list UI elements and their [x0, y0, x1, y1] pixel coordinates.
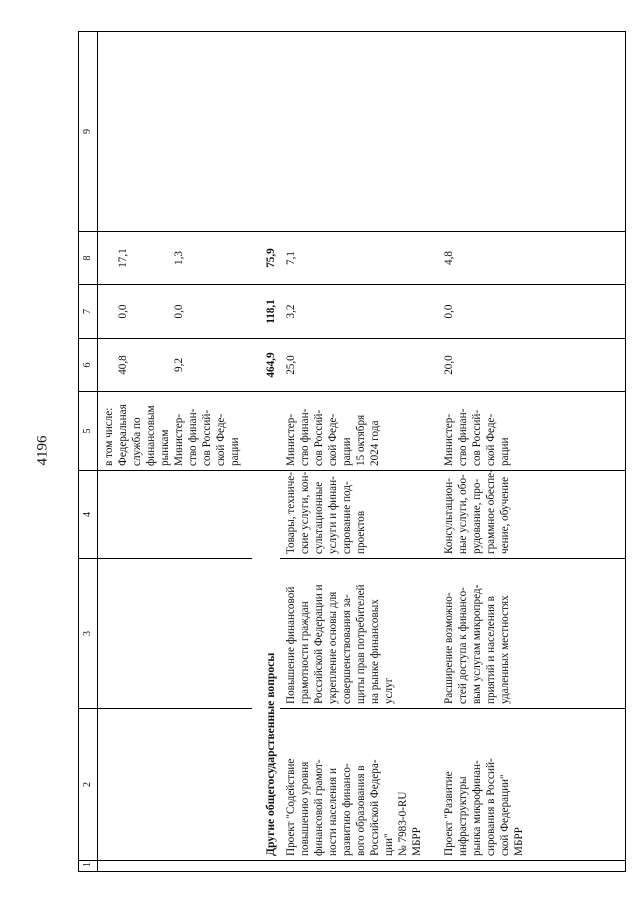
text-line: сов Россий-	[471, 409, 483, 466]
text-line: Расширение возможно-	[443, 592, 455, 704]
text-line: Российской Федерации и	[313, 584, 325, 704]
section-title-cell	[252, 471, 280, 861]
section-total-col7: 118,1	[252, 285, 280, 339]
text-line: удаленных местностях	[499, 595, 511, 704]
cell-col7	[98, 285, 253, 339]
text-line: инфраструктуры	[457, 776, 469, 856]
text-line: финансовым	[145, 405, 157, 466]
text-line: Министер-	[173, 413, 185, 466]
project-name-cell	[438, 709, 626, 861]
text-line: ской Феде-	[485, 413, 497, 466]
text-line: МБРР	[513, 827, 525, 856]
cell-col4	[98, 471, 253, 559]
text-line: вого образования в	[355, 765, 367, 856]
text-line: услуги и финан-	[327, 476, 339, 554]
column-number-row	[79, 32, 98, 872]
text-line: ство финан-	[299, 408, 311, 466]
cell-col6	[98, 339, 253, 392]
text-line: рации	[341, 437, 353, 466]
text-line: ской Феде-	[327, 413, 339, 466]
text-line: ские услуги, кон-	[299, 471, 311, 554]
text-line: Проект "Развитие	[443, 771, 455, 856]
text-line: Повышение финансовой	[285, 586, 297, 704]
text-line: рации	[499, 437, 511, 466]
cell-executor-list	[98, 392, 253, 471]
cell-col1	[252, 861, 280, 872]
text-line: Товары, техниче-	[285, 472, 297, 554]
procurement-cell	[438, 471, 626, 559]
text-line: щиты прав потребителей	[355, 584, 367, 704]
value-col7: 3,2	[280, 285, 438, 339]
text-line: повышению уровня	[299, 761, 311, 856]
value-minfin-col6: 9,2	[173, 358, 185, 372]
text-line: 2024 года	[369, 420, 381, 466]
section-row	[252, 32, 280, 872]
value-minfin-col8: 1,3	[173, 251, 185, 265]
text-line: служба по	[131, 417, 143, 466]
col-number-4: 4	[79, 471, 98, 559]
cell-col2	[98, 709, 253, 861]
cell-col5	[252, 392, 280, 471]
text-line: Консультацион-	[443, 478, 455, 554]
col-number-7: 7	[79, 285, 98, 339]
text-line: совершенствования за-	[341, 594, 353, 704]
text-line: чение, обучение	[499, 476, 511, 554]
text-line: стей доступа к финансо-	[457, 587, 469, 704]
value-col6: 20,0	[438, 339, 626, 392]
table-row	[98, 32, 253, 872]
cell-col3	[98, 559, 253, 709]
col-number-3: 3	[79, 559, 98, 709]
col-number-8: 8	[79, 232, 98, 285]
text-line: ство финан-	[457, 408, 469, 466]
text-line: Министер-	[443, 413, 455, 466]
cell-col9	[252, 32, 280, 232]
cell-col1	[98, 861, 253, 872]
text-line: ство финан-	[187, 408, 199, 466]
executor-cell	[280, 392, 438, 471]
text-line: ности населения и	[327, 768, 339, 856]
col-number-1: 1	[79, 861, 98, 872]
cell-col9	[98, 32, 253, 232]
col-number-6: 6	[79, 339, 98, 392]
cell-col8	[98, 232, 253, 285]
section-total-col8: 75,9	[252, 232, 280, 285]
text-line: приятий и населения в	[485, 596, 497, 704]
text-line: сирование под-	[341, 481, 353, 554]
text-line: проектов	[355, 510, 367, 554]
table-row	[438, 32, 626, 872]
cell-col1	[438, 861, 626, 872]
text-line: рации	[229, 437, 241, 466]
executor-cell	[438, 392, 626, 471]
value-fsfr-col6: 40,8	[117, 355, 129, 375]
text-line: рудование, про-	[471, 478, 483, 554]
text-line: 15 октября	[355, 414, 367, 466]
col-number-2: 2	[79, 709, 98, 861]
text-line: укрепление основы для	[327, 591, 339, 704]
text-line: грамотности граждан	[299, 601, 311, 704]
procurement-cell	[280, 471, 438, 559]
page-number: 4196	[34, 435, 51, 466]
text-line: услуг	[383, 677, 395, 704]
col-number-5: 5	[79, 392, 98, 471]
project-goal-cell	[280, 559, 438, 709]
text-line: ные услуги, обо-	[457, 474, 469, 554]
text-line: МБРР	[411, 827, 423, 856]
text-line: граммное обеспе-	[485, 469, 497, 554]
table-row	[280, 32, 438, 872]
text-line: Проект "Содействие	[285, 758, 297, 856]
text-line: ции"	[383, 833, 395, 856]
text-line: сультационные	[313, 481, 325, 554]
text-line: сов Россий-	[201, 409, 213, 466]
cell-col9	[438, 32, 626, 232]
col-number-9: 9	[79, 32, 98, 232]
value-fsfr-col8: 17,1	[117, 248, 129, 268]
section-total-col6: 464,9	[252, 339, 280, 392]
text-line: развитию финансо-	[341, 763, 353, 856]
text-line: рынкам	[159, 429, 171, 466]
value-minfin-col7: 0,0	[173, 304, 185, 319]
text-line: финансовой грамот-	[313, 759, 325, 856]
value-col8: 4,8	[438, 232, 626, 285]
cell-col9	[280, 32, 438, 232]
project-name-cell	[280, 709, 438, 861]
text-line: сирования в Россий-	[485, 758, 497, 856]
text-line: Российской Федера-	[369, 759, 381, 856]
text-line: ской Феде-	[215, 413, 227, 466]
text-line: Федеральная	[117, 404, 129, 466]
section-title: Другие общегосударственные вопросы	[264, 652, 277, 856]
value-col7: 0,0	[438, 285, 626, 339]
value-col8: 7,1	[280, 232, 438, 285]
project-goal-cell	[438, 559, 626, 709]
text-line: ской Федерации"	[499, 774, 511, 856]
value-fsfr-col7: 0,0	[117, 304, 129, 319]
text-line: рынка микрофинан-	[471, 760, 483, 856]
cell-col1	[280, 861, 438, 872]
text-line: № 7983-0-RU	[397, 791, 409, 856]
rotated-table-container	[78, 32, 626, 872]
text-line: сов Россий-	[313, 409, 325, 466]
text-line: в том числе:	[103, 407, 115, 466]
text-line: на рынке финансовых	[369, 599, 381, 704]
text-line: вым услугам микропред-	[471, 584, 483, 704]
text-line: Министер-	[285, 413, 297, 466]
value-col6: 25,0	[280, 339, 438, 392]
budget-table	[78, 31, 626, 872]
